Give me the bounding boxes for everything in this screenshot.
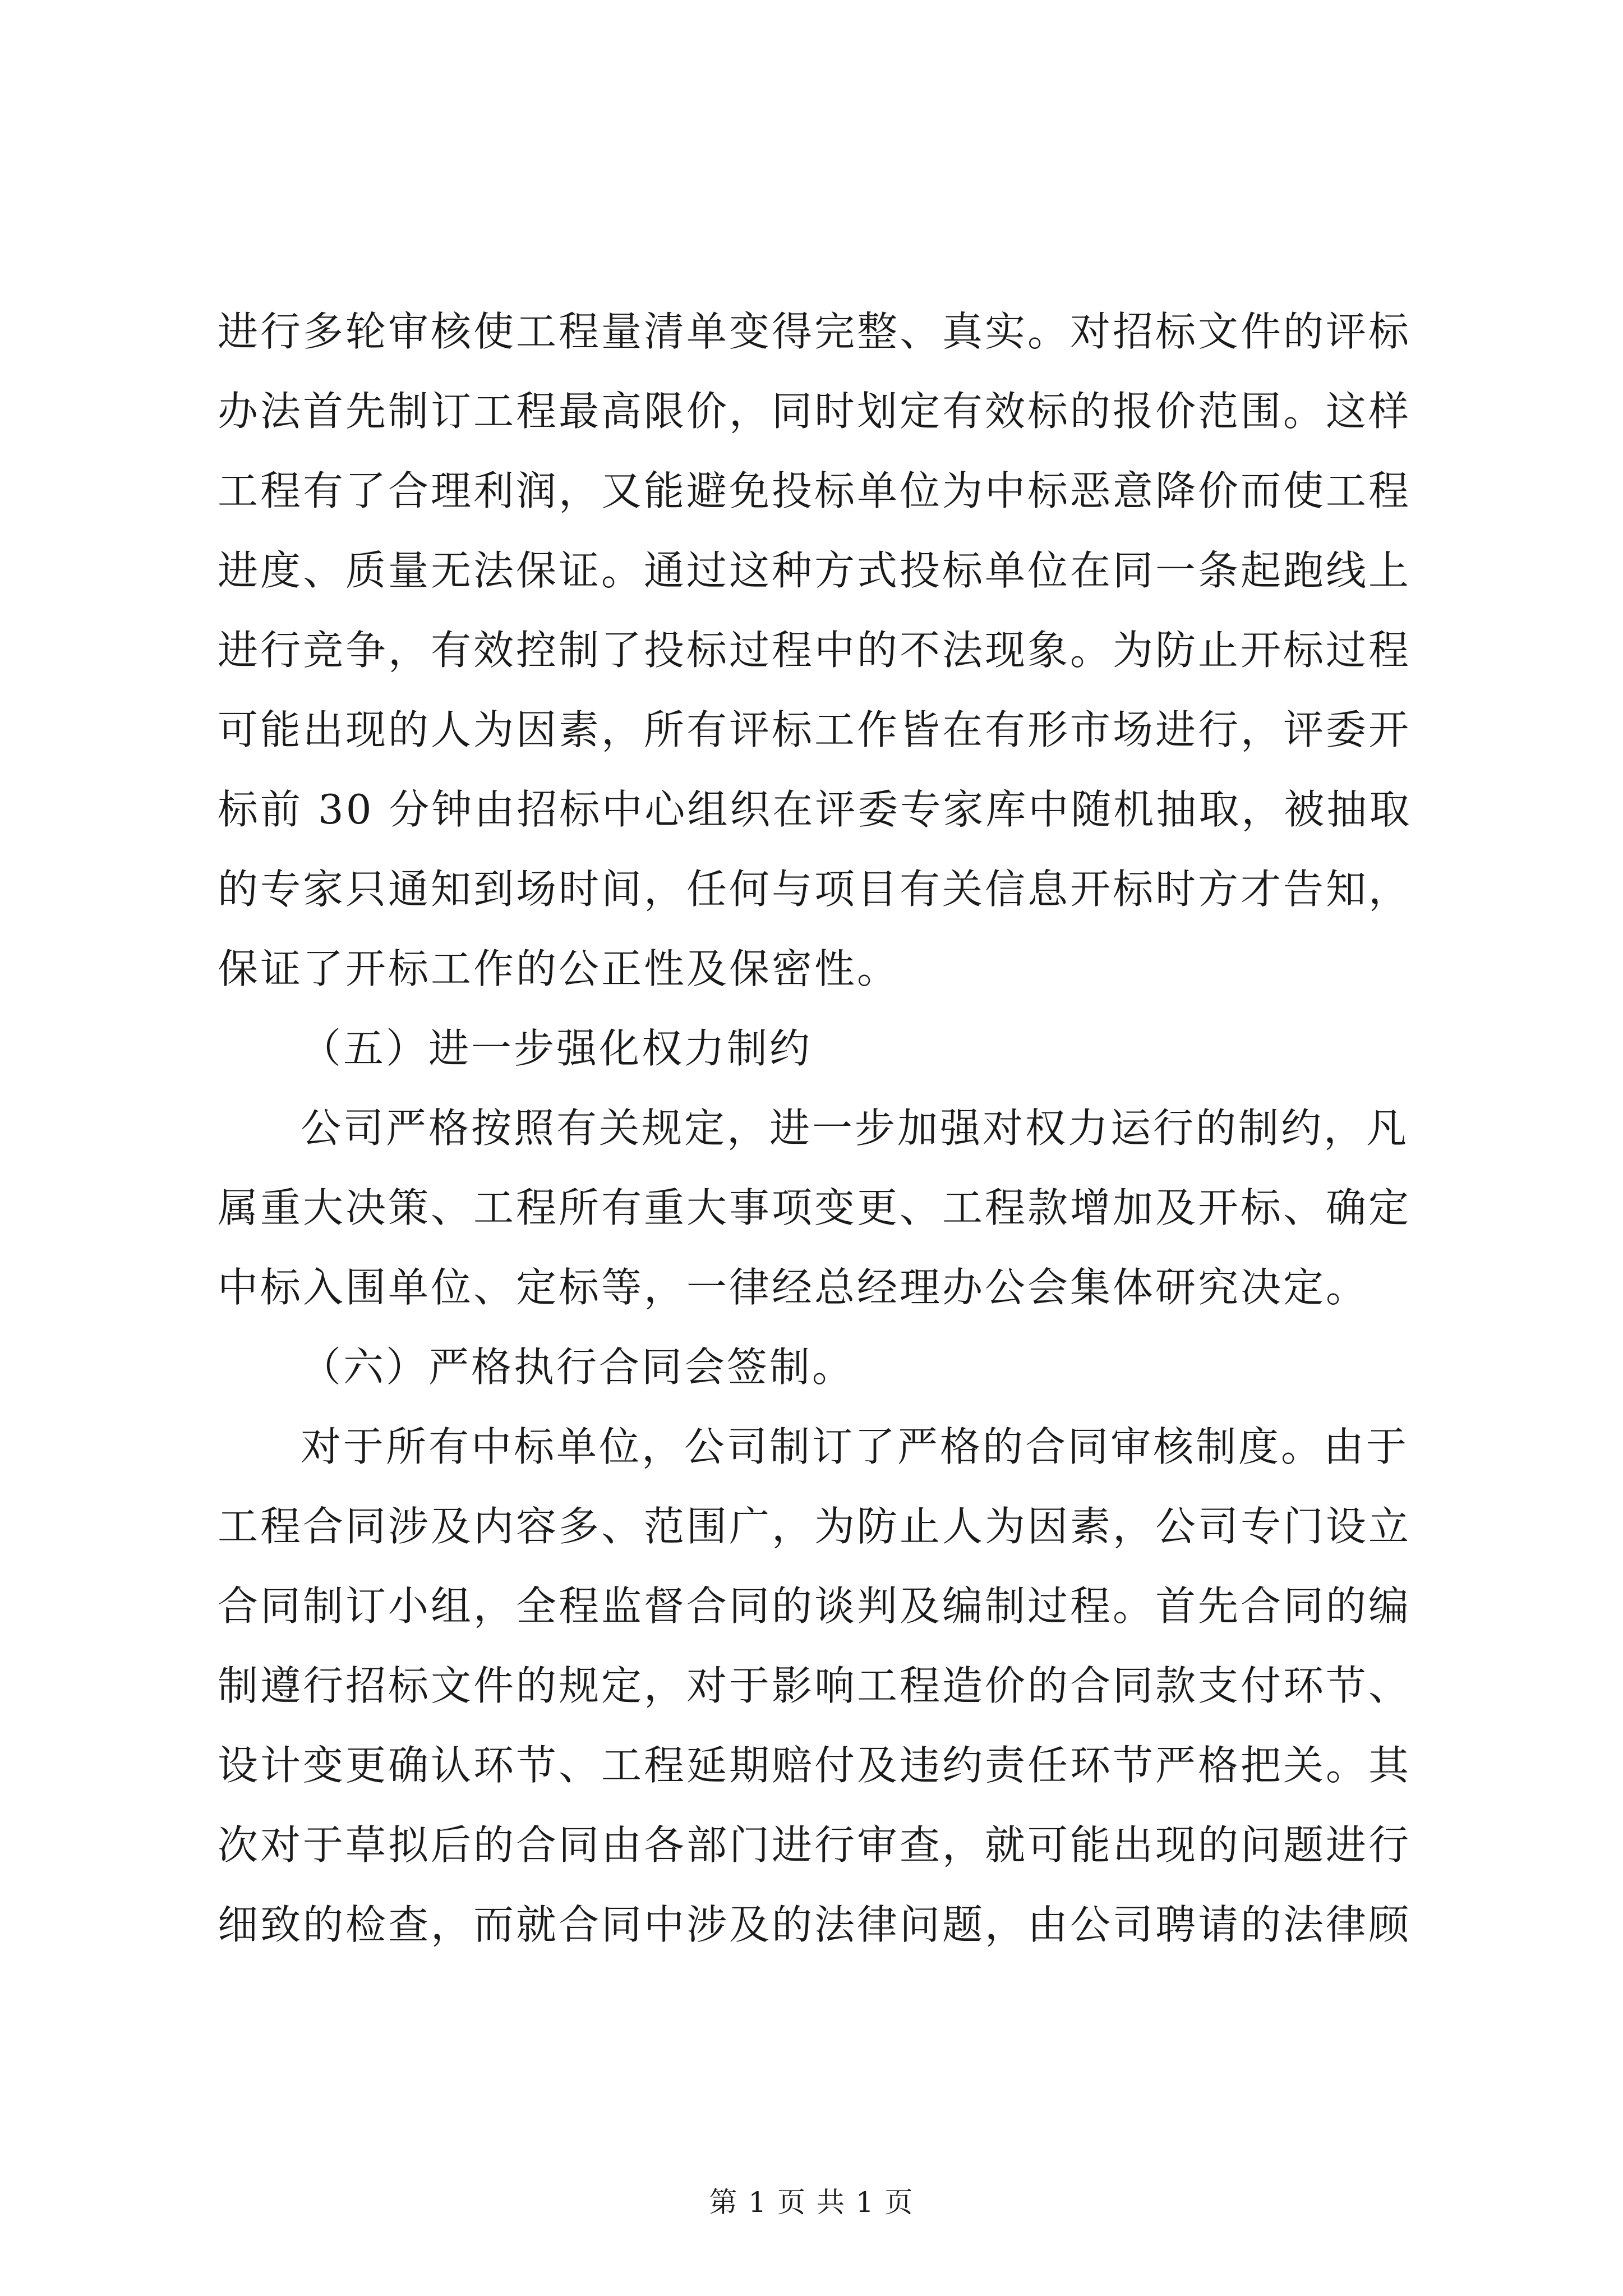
text-line: 属重大决策、工程所有重大事项变更、工程款增加及开标、确定 — [218, 1184, 1412, 1231]
text-line: 进度、质量无法保证。通过这种方式投标单位在同一条起跑线上 — [218, 547, 1412, 594]
text-line: 保证了开标工作的公正性及保密性。 — [218, 945, 900, 992]
text-line: 中标入围单位、定标等，一律经总经理办公会集体研究决定。 — [218, 1264, 1369, 1311]
text-line: 进行竞争，有效控制了投标过程中的不法现象。为防止开标过程 — [218, 627, 1412, 674]
document-body — [218, 292, 1429, 1964]
section-heading: （五）进一步强化权力制约 — [301, 1025, 813, 1072]
paragraph-first-line: 公司严格按照有关规定，进一步加强对权力运行的制约，凡 — [301, 1105, 1409, 1152]
text-line: 进行多轮审核使工程量清单变得完整、真实。对招标文件的评标 — [218, 308, 1412, 355]
page-number-footer: 第 1 页 共 1 页 — [709, 2186, 914, 2219]
text-line: 标前 30 分钟由招标中心组织在评委专家库中随机抽取，被抽取 — [218, 786, 1412, 833]
text-line: 次对于草拟后的合同由各部门进行审查，就可能出现的问题进行 — [218, 1821, 1412, 1869]
section-heading: （六）严格执行合同会签制。 — [301, 1343, 855, 1391]
text-line: 工程合同涉及内容多、范围广，为防止人为因素，公司专门设立 — [218, 1503, 1412, 1550]
text-line: 合同制订小组，全程监督合同的谈判及编制过程。首先合同的编 — [218, 1582, 1412, 1630]
text-line: 制遵行招标文件的规定，对于影响工程造价的合同款支付环节、 — [218, 1662, 1412, 1709]
text-line: 的专家只通知到场时间，任何与项目有关信息开标时方才告知， — [218, 866, 1412, 913]
text-line: 设计变更确认环节、工程延期赔付及违约责任环节严格把关。其 — [218, 1742, 1412, 1789]
text-line: 可能出现的人为因素，所有评标工作皆在有形市场进行，评委开 — [218, 706, 1412, 753]
text-line: 细致的检查，而就合同中涉及的法律问题，由公司聘请的法律顾 — [218, 1901, 1412, 1948]
paragraph-first-line: 对于所有中标单位，公司制订了严格的合同审核制度。由于 — [301, 1423, 1409, 1470]
text-line: 办法首先制订工程最高限价，同时划定有效标的报价范围。这样 — [218, 388, 1412, 435]
text-line: 工程有了合理利润，又能避免投标单位为中标恶意降价而使工程 — [218, 467, 1412, 514]
